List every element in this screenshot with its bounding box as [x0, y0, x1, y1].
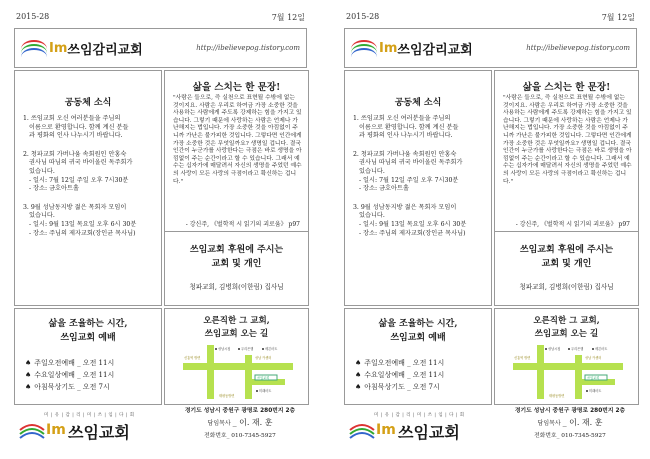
church-logo	[21, 37, 143, 59]
church-phone: 전화번호_ 010-7345-5927	[534, 433, 606, 439]
map-label: 태평동방면	[549, 394, 565, 398]
footer-logo-name: 쓰임교회	[68, 423, 130, 442]
quote-text: "사람은 들으로, 즉 실천으로 표현될 수밖에 없는 것이지요. 사람은 우리로 하여금 가장 소중한 것을 사용하는 사람에게 주도록 강제하는 힘을 가지고 있습니다. 그렇기 때문에 사랑하는 사람은 언제나 가난해지는 법입니다. 가장 소중한 것을 아낌없이 주니까 가난은 불가피한 것입니다. 그렇다면 인간에게 가장 소중한 것은 무엇일까요? 생명일 겁니다. 결국 인간이 누군가를 사랑한다는 극점은 바로 생명을 아낌없이 주는 순간이라고 할 수 있습니다. 그래서 예수는 십자가에 매달려서 자신의 생명을 주었던 예수의 사랑이 모든 사랑의 극점이라고 확신하는 겁니다."	[173, 95, 302, 185]
spade-icon: ♠	[25, 359, 32, 367]
map-label: 미래마트	[259, 389, 272, 393]
section-divider	[495, 231, 638, 232]
blog-url[interactable]: http://ibelievepog.tistory.com	[196, 44, 300, 52]
map-label: 성남시청	[548, 347, 561, 351]
pastor-line: 담임목사 _ 이. 재. 훈	[207, 418, 273, 427]
map-church-label: 쓰임교회	[587, 376, 600, 380]
map-label: 우리은행	[571, 347, 584, 351]
worship-box	[344, 308, 492, 405]
community-news-list	[23, 115, 155, 248]
bulletin-page-right	[340, 0, 641, 459]
news-item: 1. 쓰임교회 오신 여러분들을 주님의 이름으로 환영합니다. 함께 계신 분들 과 평화의 인사 나누시기 바랍니다.	[23, 115, 129, 140]
map-label: 성남 카센터	[585, 356, 602, 360]
map-label: 세븐마트	[595, 347, 608, 351]
map-road-vertical-2	[575, 355, 582, 399]
quote-source: - 강신주, 《벌학적 시 읽기의 괴로움》 p97	[185, 221, 300, 228]
community-news-box	[14, 70, 162, 306]
worship-title: 삶을 조율하는 시간, 쓰임교회 예배	[378, 319, 458, 343]
bulletin-header	[14, 28, 307, 68]
church-logo	[351, 37, 473, 59]
church-address: 경기도 성남시 중원구 광명로 280번지 2층	[514, 408, 626, 414]
rainbow-arc-icon	[18, 420, 46, 440]
pastor-line: 담임목사 _ 이. 재. 훈	[537, 418, 603, 427]
worship-title: 삶을 조율하는 시간, 쓰임교회 예배	[48, 319, 128, 343]
logo-im-text: Im	[49, 40, 68, 56]
bulletin-page-left	[10, 0, 311, 459]
map-road-vertical-2	[245, 355, 252, 399]
rainbow-arc-icon	[351, 40, 377, 56]
worship-list	[355, 357, 485, 393]
rainbow-arc-icon	[348, 420, 376, 440]
church-phone: 전화번호_ 010-7345-5927	[204, 433, 276, 439]
community-news-box	[344, 70, 492, 306]
spade-icon: ♠	[25, 383, 32, 391]
support-body: 청파교회, 김병희(이한림) 집사님	[519, 283, 614, 291]
directions-title: 오른직한 그 교회, 쓰임교회 오는 길	[203, 316, 270, 339]
map-label: 태평동방면	[219, 394, 235, 398]
map-label: 우리은행	[241, 347, 254, 351]
worship-item: ♠ 주일오전예배 _ 오전 11시	[355, 359, 445, 367]
quote-title: 삶을 스치는 한 문장!	[522, 82, 611, 93]
map-road-vertical	[537, 345, 544, 399]
news-item: 2. 청파교회 가버나움 속회원인 안홍숙 권사님 따님의 귀국 바이올린 독주회가 있습니다. - 일시: 7월 12일 주일 오후 7시30분 - 장소: 금호아트홀	[353, 150, 463, 193]
logo-church-name: 쓰임감리교회	[397, 42, 473, 58]
support-body: 청파교회, 김병희(이한림) 집사님	[189, 283, 284, 291]
footer-logo	[18, 412, 148, 442]
support-title: 쓰임교회 후원에 주시는 교회 및 개인	[189, 245, 284, 269]
support-title: 쓰임교회 후원에 주시는 교회 및 개인	[519, 245, 614, 269]
community-news-list	[353, 115, 485, 248]
directions-box	[164, 308, 309, 405]
map-label: 신흥역 방면	[514, 356, 531, 360]
spade-icon: ♠	[355, 371, 362, 379]
logo-church-name: 쓰임감리교회	[67, 42, 143, 58]
directions-box	[494, 308, 639, 405]
worship-list	[25, 357, 155, 393]
issue-date: 7월 12일	[601, 13, 635, 22]
worship-item: ♠ 주일오전예배 _ 오전 11시	[25, 359, 115, 367]
issue-date: 7월 12일	[271, 13, 305, 22]
footer-info	[170, 405, 310, 442]
news-item: 2. 청파교회 가버나움 속회원인 안홍숙 권사님 따님의 귀국 바이올린 독주회가 있습니다. - 일시: 7월 12일 주일 오후 7시30분 - 장소: 금호아트홀	[23, 150, 133, 193]
community-news-title: 공동체 소식	[394, 98, 442, 108]
worship-item: ♠ 아침묵상기도 _ 오전 7시	[25, 383, 110, 391]
map-label: 신흥역 방면	[184, 356, 201, 360]
map-label: 성남 카센터	[255, 356, 272, 360]
footer-motto-dots: 미 | 유 | 감 | 리 | 미 | 쓰 | 임 | 다 | 회	[374, 413, 465, 418]
issue-number: 2015-28	[16, 12, 50, 21]
quote-support-box	[164, 70, 309, 306]
map-label: 성남시청	[218, 347, 231, 351]
map-road-horizontal	[513, 363, 623, 370]
pastor-name: _ 이. 재. 훈	[562, 418, 603, 427]
logo-im-text: Im	[379, 40, 398, 56]
map-road-horizontal	[183, 363, 293, 370]
section-divider	[165, 231, 308, 232]
map-road-vertical	[207, 345, 214, 399]
rainbow-arc-icon	[21, 40, 47, 56]
footer-logo-im: Im	[376, 422, 396, 438]
church-address: 경기도 성남시 중원구 광명로 280번지 2층	[184, 408, 296, 414]
news-item: 3. 9월 성남동지방 젊은 목회자 모임이 있습니다. - 일시: 9월 13일 목요일 오후 6시 30분 - 장소: 주님의 제자교회(장인균 목사님)	[23, 203, 137, 237]
footer-motto-dots: 미 | 유 | 감 | 리 | 미 | 쓰 | 임 | 다 | 회	[44, 413, 135, 418]
quote-source: - 강신주, 《벌학적 시 읽기의 괴로움》 p97	[515, 221, 630, 228]
news-item: 1. 쓰임교회 오신 여러분들을 주님의 이름으로 환영합니다. 함께 계신 분들 과 평화의 인사 나누시기 바랍니다.	[353, 115, 459, 140]
directions-title: 오른직한 그 교회, 쓰임교회 오는 길	[533, 316, 600, 339]
bulletin-header	[344, 28, 637, 68]
map-label: 세븐마트	[265, 347, 278, 351]
worship-item: ♠ 아침묵상기도 _ 오전 7시	[355, 383, 440, 391]
footer-logo-name: 쓰임교회	[398, 423, 460, 442]
worship-item: ♠ 수요일상예배 _ 오전 11시	[25, 371, 115, 379]
directions-map	[513, 345, 623, 399]
quote-title: 삶을 스치는 한 문장!	[192, 82, 281, 93]
blog-url[interactable]: http://ibelievepog.tistory.com	[526, 44, 630, 52]
directions-map	[183, 345, 293, 399]
worship-box	[14, 308, 162, 405]
map-label: 미래마트	[589, 389, 602, 393]
map-church-label: 쓰임교회	[257, 376, 270, 380]
footer-logo-im: Im	[46, 422, 66, 438]
spade-icon: ♠	[355, 359, 362, 367]
news-item: 3. 9월 성남동지방 젊은 목회자 모임이 있습니다. - 일시: 9월 13일 목요일 오후 6시 30분 - 장소: 주님의 제자교회(장인균 목사님)	[353, 203, 467, 237]
footer-logo	[348, 412, 478, 442]
community-news-title: 공동체 소식	[64, 98, 112, 108]
issue-number: 2015-28	[346, 12, 380, 21]
spade-icon: ♠	[355, 383, 362, 391]
pastor-name: _ 이. 재. 훈	[232, 418, 273, 427]
footer-info	[500, 405, 640, 442]
spade-icon: ♠	[25, 371, 32, 379]
quote-text: "사람은 들으로, 즉 실천으로 표현될 수밖에 없는 것이지요. 사람은 우리로 하여금 가장 소중한 것을 사용하는 사람에게 주도록 강제하는 힘을 가지고 있습니다. 그렇기 때문에 사랑하는 사람은 언제나 가난해지는 법입니다. 가장 소중한 것을 아낌없이 주니까 가난은 불가피한 것입니다. 그렇다면 인간에게 가장 소중한 것은 무엇일까요? 생명일 겁니다. 결국 인간이 누군가를 사랑한다는 극점은 바로 생명을 아낌없이 주는 순간이라고 할 수 있습니다. 그래서 예수는 십자가에 매달려서 자신의 생명을 주었던 예수의 사랑이 모든 사랑의 극점이라고 확신하는 겁니다."	[503, 95, 632, 185]
worship-item: ♠ 수요일상예배 _ 오전 11시	[355, 371, 445, 379]
quote-support-box	[494, 70, 639, 306]
